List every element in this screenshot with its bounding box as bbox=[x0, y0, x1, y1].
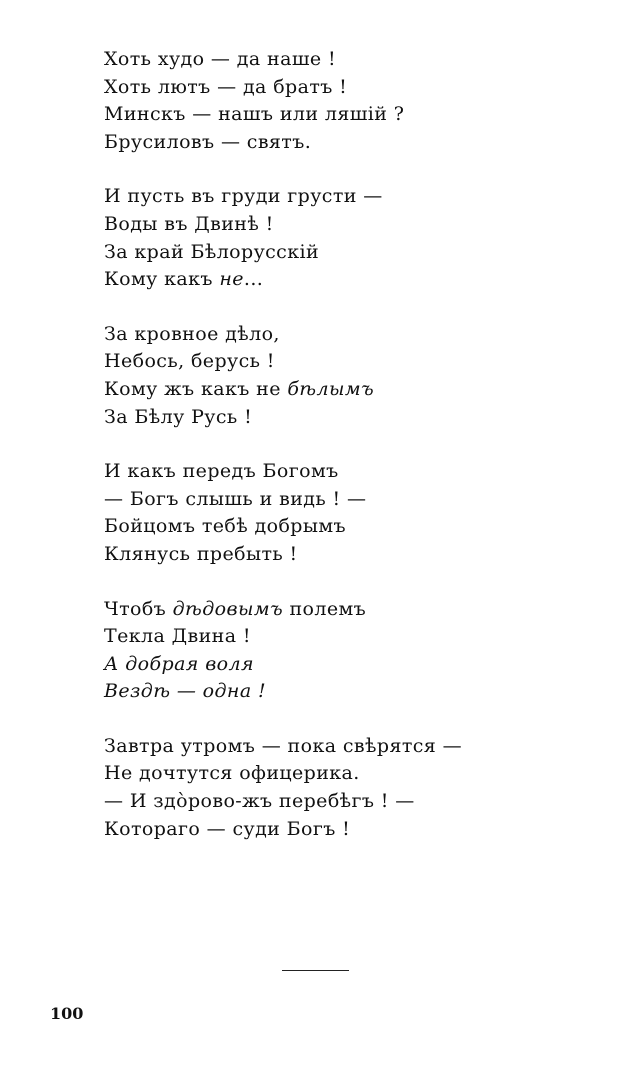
poem-line bbox=[104, 183, 604, 211]
poem-line bbox=[104, 266, 604, 294]
poem-line bbox=[104, 46, 604, 74]
poem-line bbox=[104, 321, 604, 349]
line-text: Бойцомъ тебѣ добрымъ bbox=[104, 515, 347, 538]
stanza bbox=[104, 458, 604, 568]
poem-line bbox=[104, 596, 604, 624]
line-text: Минскъ — нашъ или ляшій ? bbox=[104, 103, 405, 126]
line-text: За Бѣлу Русь ! bbox=[104, 405, 253, 428]
line-text: Небось, берусь ! bbox=[104, 350, 275, 373]
poem bbox=[104, 46, 604, 870]
italic-text: Вездѣ — одна ! bbox=[104, 680, 267, 703]
poem-line bbox=[104, 486, 604, 514]
line-text: — И здо̀рово-жъ перебѣгъ ! — bbox=[104, 790, 415, 813]
poem-line bbox=[104, 651, 604, 679]
line-text: Брусиловъ — святъ. bbox=[104, 130, 312, 153]
page-number: 100 bbox=[50, 1004, 84, 1023]
poem-line bbox=[104, 733, 604, 761]
line-text: За кровное дѣло, bbox=[104, 322, 280, 345]
poem-line bbox=[104, 211, 604, 239]
line-text: Кому жъ какъ не bbox=[104, 377, 288, 400]
line-text: Чтобъ bbox=[104, 597, 173, 620]
poem-line bbox=[104, 513, 604, 541]
stanza bbox=[104, 46, 604, 156]
poem-line bbox=[104, 404, 604, 432]
line-text: Хоть лютъ — да братъ ! bbox=[104, 75, 348, 98]
line-text: Завтра утромъ — пока свѣрятся — bbox=[104, 734, 463, 757]
poem-line bbox=[104, 788, 604, 816]
italic-text: дѣдовымъ bbox=[172, 597, 284, 620]
poem-line bbox=[104, 678, 604, 706]
poem-line bbox=[104, 760, 604, 788]
poem-line bbox=[104, 623, 604, 651]
line-text: — Богъ слышь и видь ! — bbox=[104, 487, 367, 510]
poem-line bbox=[104, 348, 604, 376]
line-text: И пусть въ груди грусти — bbox=[104, 185, 383, 208]
stanza bbox=[104, 183, 604, 293]
poem-line bbox=[104, 239, 604, 267]
poem-line bbox=[104, 816, 604, 844]
line-text: Котораго — суди Богъ ! bbox=[104, 817, 351, 840]
poem-line bbox=[104, 101, 604, 129]
line-text: Кому какъ bbox=[104, 268, 220, 291]
line-text: Хоть худо — да наше ! bbox=[104, 48, 337, 70]
line-text: И какъ передъ Богомъ bbox=[104, 460, 339, 483]
line-text: Не дочтутся офицерика. bbox=[104, 762, 360, 785]
end-rule bbox=[282, 970, 349, 971]
italic-text: не bbox=[219, 268, 244, 291]
poem-line bbox=[104, 458, 604, 486]
stanza bbox=[104, 733, 604, 843]
poem-line bbox=[104, 74, 604, 102]
stanza bbox=[104, 321, 604, 431]
italic-text: А добрая воля bbox=[104, 652, 254, 675]
poem-line bbox=[104, 376, 604, 404]
line-text: полемъ bbox=[283, 597, 367, 620]
stanza bbox=[104, 596, 604, 706]
line-text: Воды въ Двинѣ ! bbox=[104, 212, 274, 235]
poem-line bbox=[104, 129, 604, 157]
line-text: Текла Двина ! bbox=[104, 625, 251, 648]
poem-line bbox=[104, 541, 604, 569]
line-text: ... bbox=[243, 268, 264, 291]
line-text: За край Бѣлорусскій bbox=[104, 240, 320, 263]
italic-text: бѣлымъ bbox=[287, 377, 375, 400]
line-text: Клянусь пребыть ! bbox=[104, 542, 298, 565]
